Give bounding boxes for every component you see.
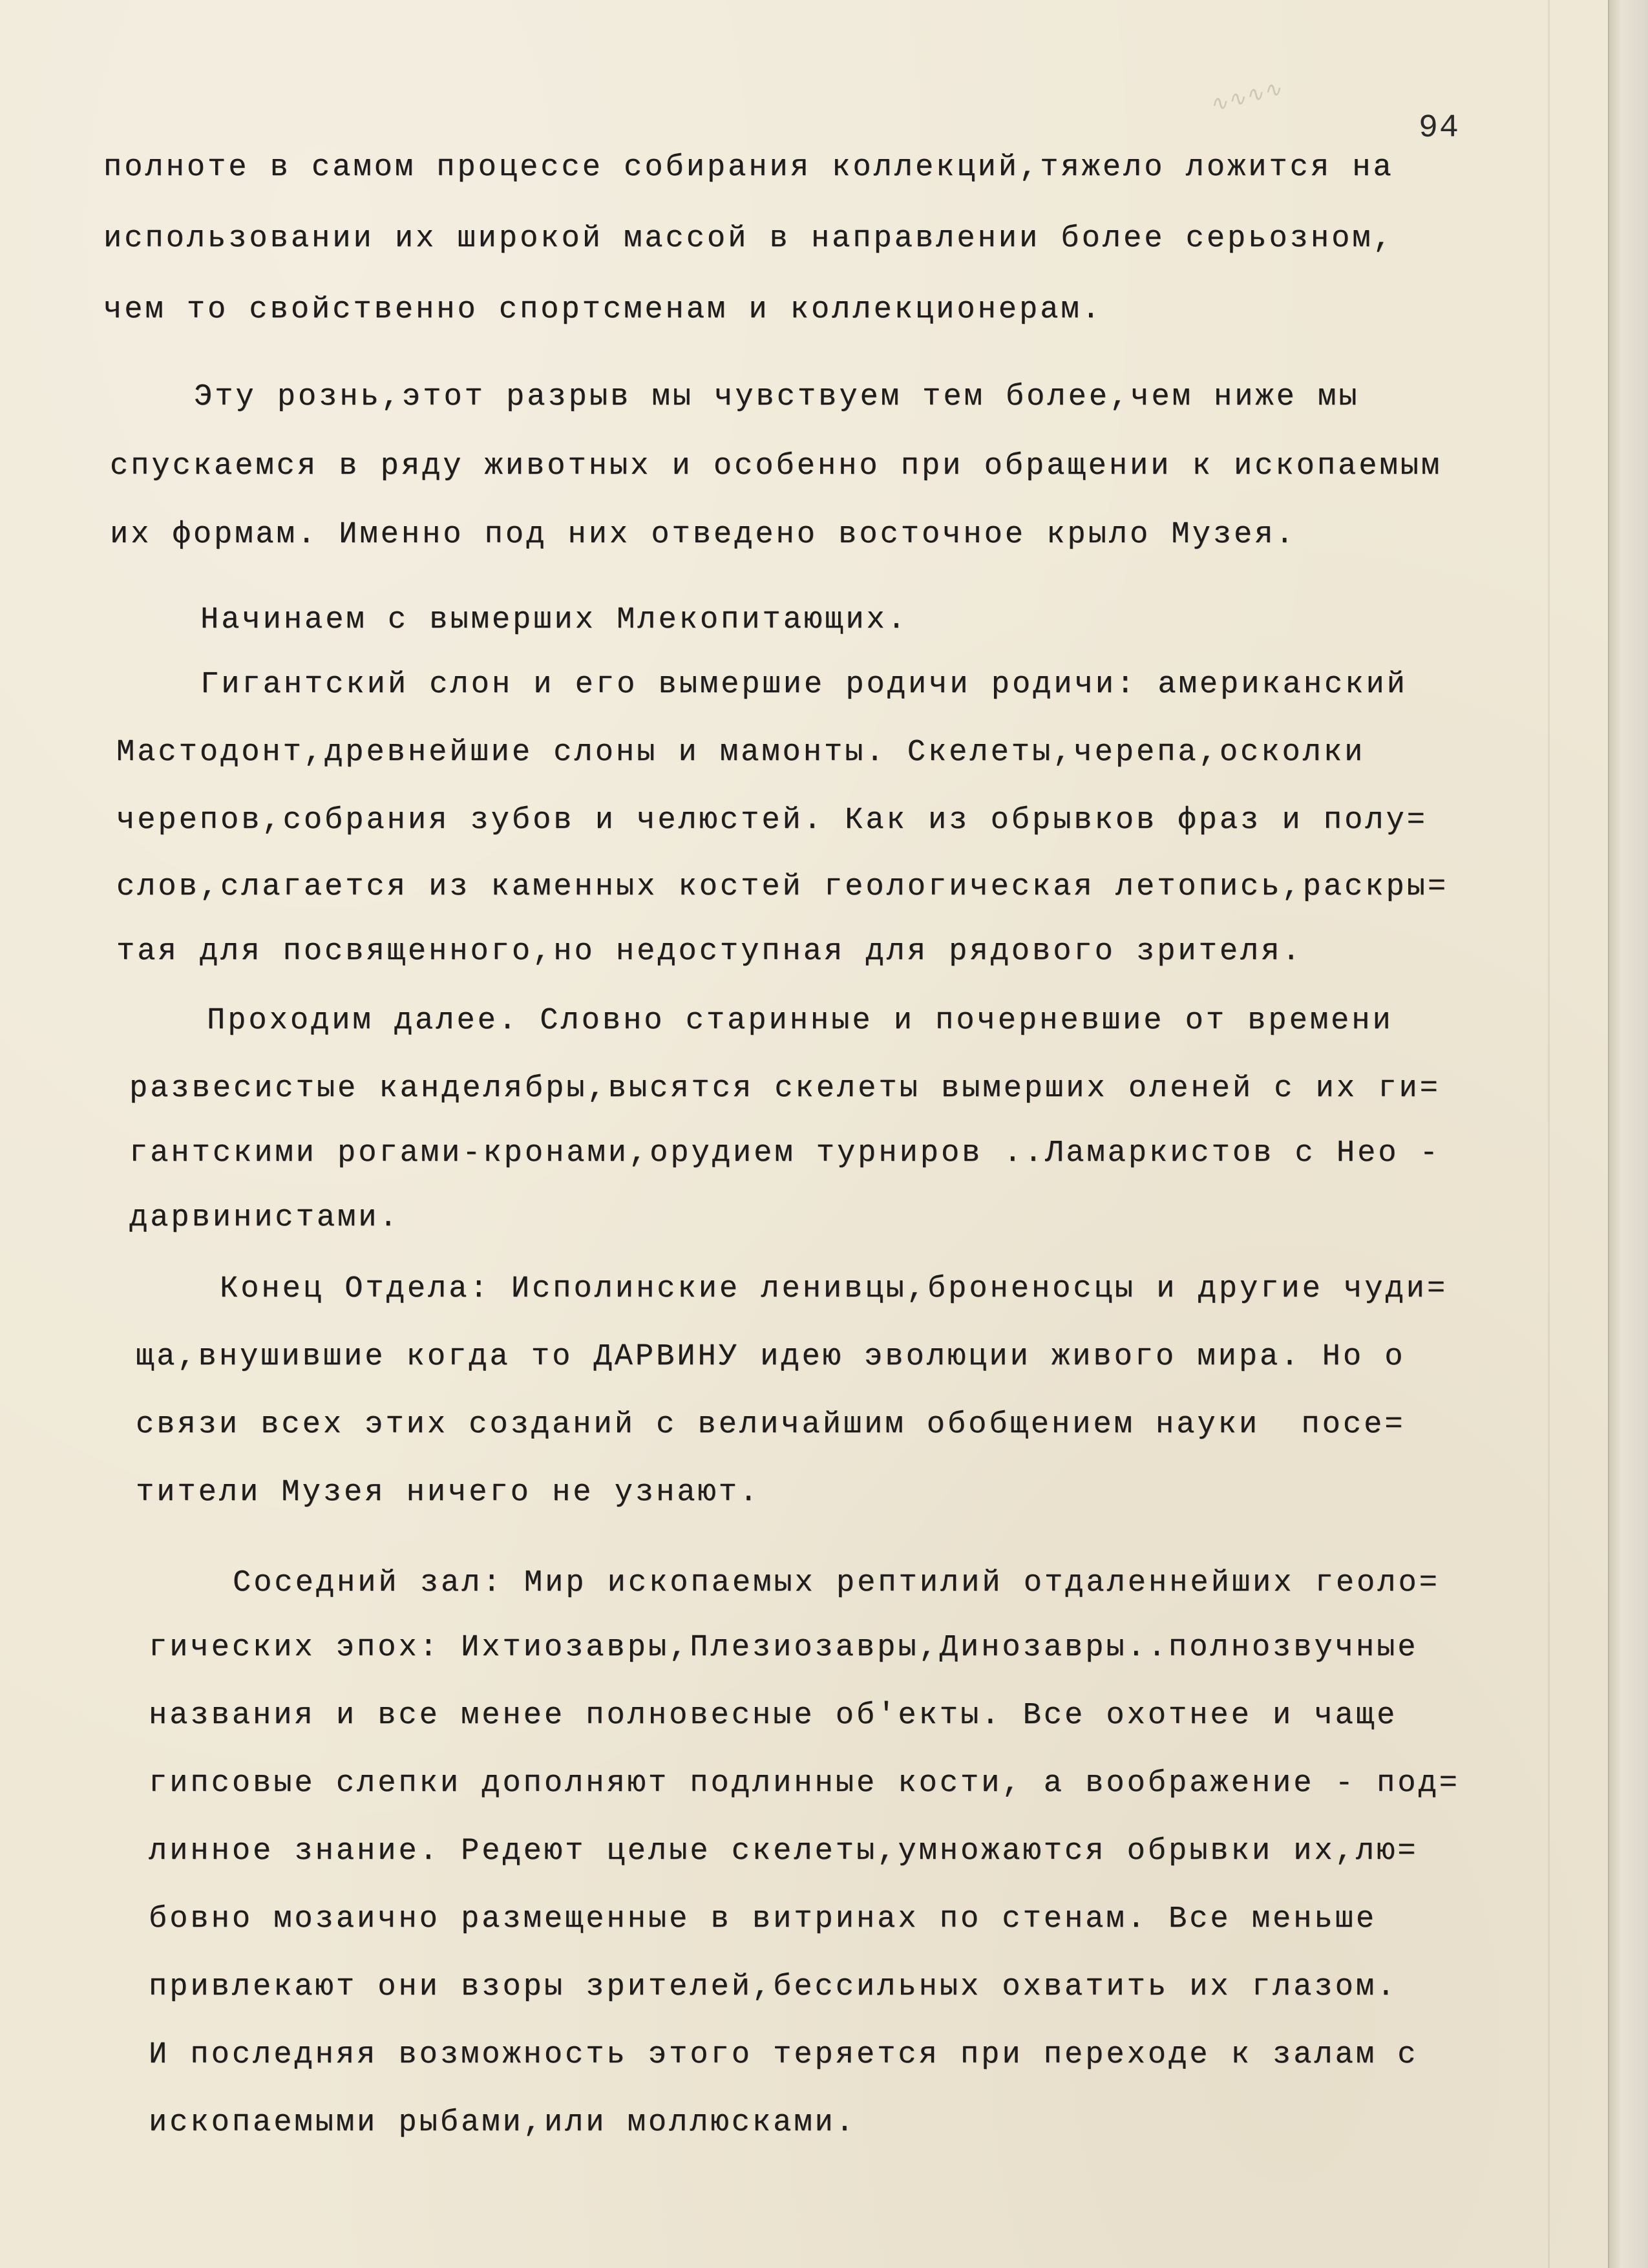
text-line: черепов,собрания зубов и челюстей. Как из обрывков фраз и полу=	[116, 803, 1428, 838]
text-line: гических эпох: Ихтиозавры,Плезиозавры,Динозавры..полнозвучные	[149, 1631, 1419, 1665]
text-line: Соседний зал: Мир ископаемых рептилий отдаленнейших геоло=	[233, 1566, 1440, 1600]
text-line: тая для посвященного,но недоступная для рядового зрителя.	[116, 935, 1303, 969]
text-line: Мастодонт,древнейшие слоны и мамонты. Скелеты,черепа,осколки	[116, 736, 1366, 770]
text-line: чем то свойственно спортсменам и коллекционерам.	[103, 293, 1103, 327]
text-line: привлекают они взоры зрителей,бессильных охватить их глазом.	[149, 1970, 1398, 2004]
text-line: спускаемся в ряду животных и особенно при обращении к ископаемым	[110, 449, 1442, 483]
text-line: ископаемыми рыбами,или моллюсками.	[149, 2106, 856, 2140]
text-line: слов,слагается из каменных костей геологическая летопись,раскры=	[116, 870, 1449, 904]
text-line: полноте в самом процессе собирания коллекций,тяжело ложится на	[103, 151, 1394, 185]
page-edge	[1608, 0, 1648, 2268]
text-line: гантскими рогами-кронами,орудием турниров ..Ламаркистов с Нео -	[129, 1136, 1441, 1171]
text-line: Начинаем с вымерших Млекопитающих.	[200, 603, 908, 637]
text-line: связи всех этих созданий с величайшим обобщением науки посе=	[136, 1408, 1406, 1442]
text-line: бовно мозаично размещенные в витринах по стенам. Все меньше	[149, 1902, 1377, 1936]
text-line: дарвинистами.	[129, 1201, 400, 1235]
paper-crease	[1548, 0, 1550, 2268]
text-line: Гигантский слон и его вымершие родичи родичи: американский	[200, 668, 1408, 702]
faded-stamp-mark: ∿∿∿∿	[1206, 75, 1285, 119]
text-line: линное знание. Редеют целые скелеты,умножаются обрывки их,лю=	[149, 1834, 1419, 1869]
text-line: названия и все менее полновесные об'екты. Все охотнее и чаще	[149, 1699, 1398, 1733]
text-line: использовании их широкой массой в направлении более серьозном,	[103, 222, 1394, 256]
text-line: гипсовые слепки дополняют подлинные кости, а воображение - под=	[149, 1766, 1460, 1801]
text-line: Конец Отдела: Исполинские ленивцы,броненосцы и другие чуди=	[220, 1272, 1448, 1306]
text-line: Эту рознь,этот разрыв мы чувствуем тем более,чем ниже мы	[194, 380, 1360, 414]
text-line: тители Музея ничего не узнают.	[136, 1476, 761, 1510]
text-line: развесистые канделябры,высятся скелеты вымерших оленей с их ги=	[129, 1072, 1441, 1106]
page-number: 94	[1419, 110, 1461, 147]
text-line: их формам. Именно под них отведено восточное крыло Музея.	[110, 518, 1296, 552]
text-line: Проходим далее. Словно старинные и почерневшие от времени	[207, 1004, 1393, 1038]
text-line: ща,внушившие когда то ДАРВИНУ идею эволюции живого мира. Но о	[136, 1340, 1406, 1374]
text-line: И последняя возможность этого теряется при переходе к залам с	[149, 2038, 1419, 2072]
